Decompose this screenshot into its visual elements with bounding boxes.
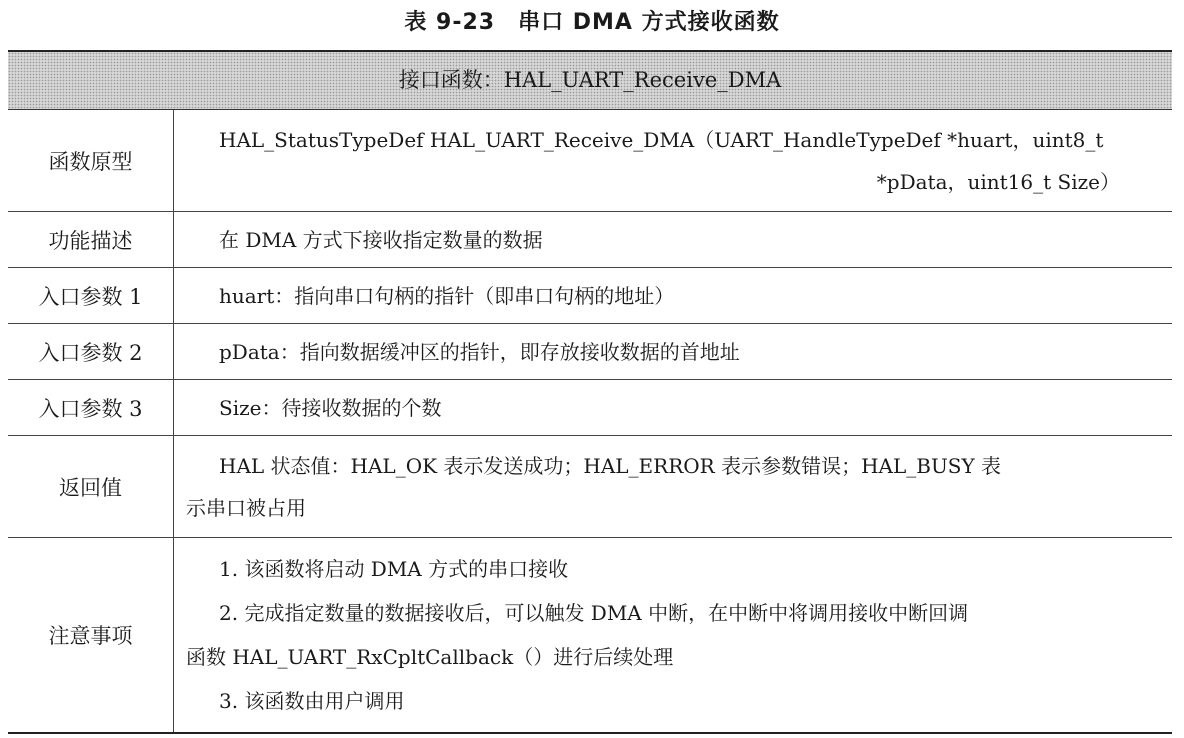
table-row-return	[8, 436, 1172, 538]
table-row-param-2	[8, 324, 1172, 380]
table-row-param-3	[8, 380, 1172, 436]
table-header: 接口函数：HAL_UART_Receive_DMA	[8, 52, 1172, 110]
table-row-description	[8, 212, 1172, 268]
row-content	[174, 436, 1172, 537]
description-text: 在 DMA 方式下接收指定数量的数据	[219, 227, 543, 252]
row-label: 入口参数 3	[8, 380, 174, 435]
prototype-line-1: HAL_StatusTypeDef HAL_UART_Receive_DMA（UART_HandleTypeDef *huart，uint8_t	[219, 127, 1104, 152]
row-label: 注意事项	[8, 538, 174, 732]
param-3-text: Size：待接收数据的个数	[219, 395, 442, 420]
table-row-notes	[8, 538, 1172, 732]
note-2: 2. 完成指定数量的数据接收后，可以触发 DMA 中断，在中断中将调用接收中断回调	[219, 601, 969, 625]
param-2-text: pData：指向数据缓冲区的指针，即存放接收数据的首地址	[219, 339, 740, 364]
note-2-continued: 函数 HAL_UART_RxCpltCallback（）进行后续处理	[186, 645, 674, 669]
param-1-text: huart：指向串口句柄的指针（即串口句柄的地址）	[219, 283, 675, 308]
function-table	[8, 50, 1172, 734]
table-row-param-1	[8, 268, 1172, 324]
prototype-line-2: *pData，uint16_t Size）	[876, 169, 1120, 194]
row-content	[174, 268, 1172, 323]
return-line-2: 示串口被占用	[186, 495, 306, 520]
row-label: 返回值	[8, 436, 174, 537]
row-content	[174, 110, 1172, 211]
table-caption: 表 9-23 串口 DMA 方式接收函数	[404, 10, 780, 35]
row-label: 入口参数 2	[8, 324, 174, 379]
table-row-prototype	[8, 110, 1172, 212]
return-line-1: HAL 状态值：HAL_OK 表示发送成功；HAL_ERROR 表示参数错误；HAL_BUSY 表	[219, 453, 1002, 478]
note-3: 3. 该函数由用户调用	[219, 689, 405, 713]
row-content	[174, 380, 1172, 435]
row-label: 入口参数 1	[8, 268, 174, 323]
row-content	[174, 538, 1172, 732]
row-content	[174, 212, 1172, 267]
row-label: 函数原型	[8, 110, 174, 211]
note-1: 1. 该函数将启动 DMA 方式的串口接收	[219, 557, 569, 581]
row-label: 功能描述	[8, 212, 174, 267]
row-content	[174, 324, 1172, 379]
